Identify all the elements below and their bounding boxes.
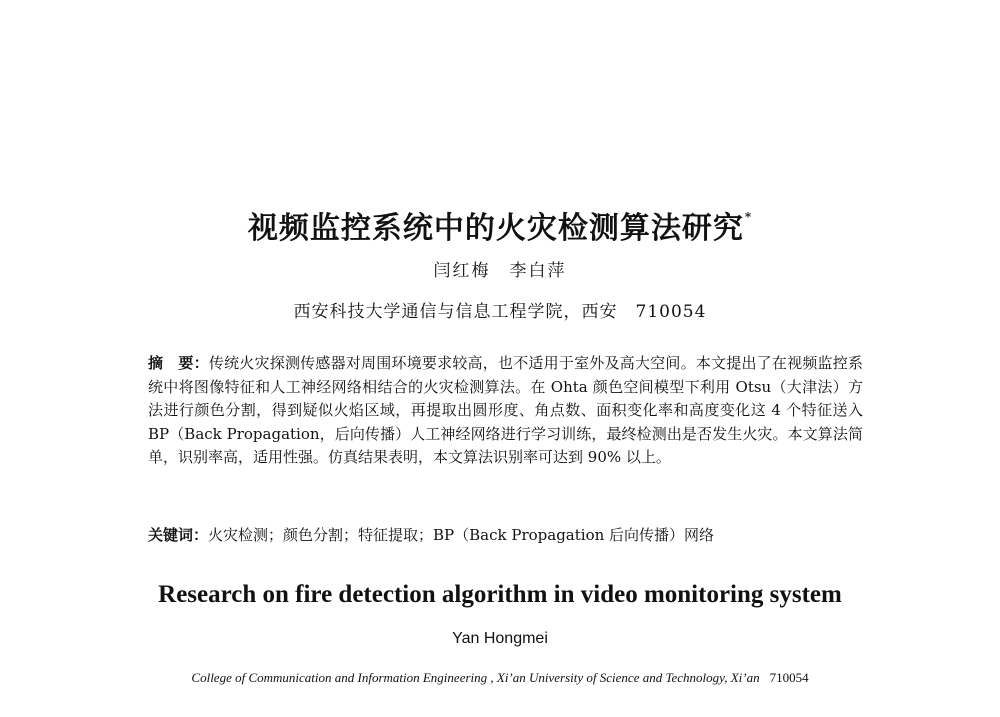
- chinese-title-text: 视频监控系统中的火灾检测算法研究: [247, 211, 744, 246]
- chinese-affiliation: 西安科技大学通信与信息工程学院，西安 710054: [293, 302, 707, 322]
- keywords-text: 火灾检测；颜色分割；特征提取；BP（Back Propagation 后向传播）网络: [208, 526, 715, 544]
- english-affiliation: [0, 670, 1000, 686]
- english-author: Yan Hongmei: [452, 630, 548, 647]
- abstract-text: 传统火灾探测传感器对周围环境要求较高，也不适用于室外及高大空间。本文提出了在视频监控系统中将图像特征和人工神经网络相结合的火灾检测算法。在 Ohta 颜色空间模型下利用 Otsu（大津法）方法进行颜色分割，得到疑似火焰区域，再提取出圆形度、角点数、面积变化率和高度变化这 4 个特征送入 BP（Back Propagation，后向传播）人工神经网络进行学习训练，最终检测出是否发生火灾。本文算法简单，识别率高，适用性强。仿真结果表明，本文算法识别率可达到 90% 以上。: [148, 354, 863, 466]
- abstract-block: [148, 352, 863, 470]
- keywords-block: [148, 524, 863, 547]
- abstract-label: 摘 要：: [148, 354, 209, 372]
- english-title: Research on fire detection algorithm in video monitoring system: [158, 581, 842, 608]
- english-affiliation-text: College of Communication and Information Engineering , Xi’an University of Science and Technology, Xi’an: [191, 670, 760, 685]
- chinese-authors: 闫红梅 李白萍: [433, 261, 567, 281]
- keywords-label: 关键词：: [148, 526, 209, 544]
- footnote-mark: *: [744, 210, 753, 224]
- english-postcode: 710054: [769, 670, 809, 685]
- chinese-title: [0, 203, 1000, 247]
